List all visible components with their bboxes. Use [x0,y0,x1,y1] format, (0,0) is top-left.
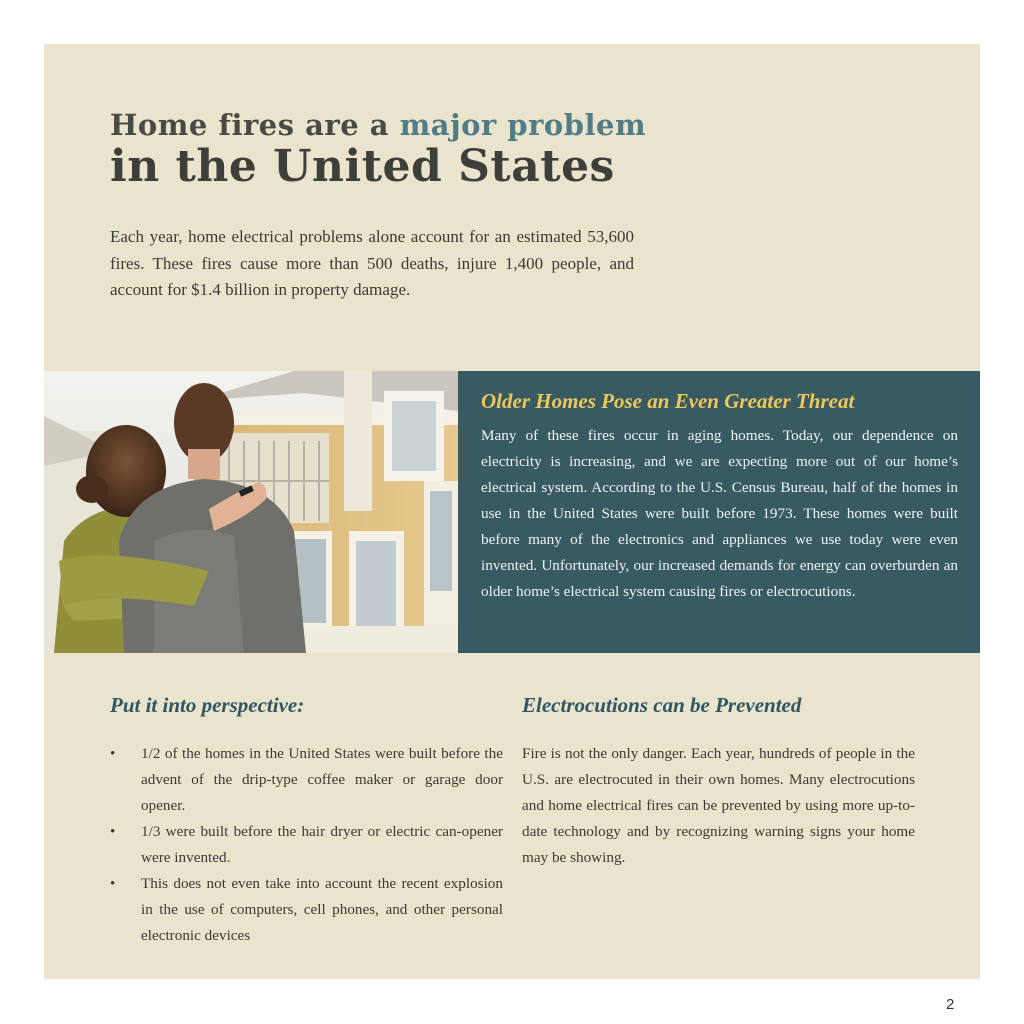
headline-line-1-start: Home fires are a [110,108,400,142]
older-homes-body: Many of these fires occur in aging homes. Today, our dependence on electricity is increasing, and we are expecting more out of our home’s electrical system. According to the U.S. Census Bureau, half of the homes in use in the United States were built before 1973. These homes were built before many of the electronics and appliances we use today were even invented. Unfortunately, our increased demands for energy can overburden an older home’s electrical system causing fires or electrocutions. [481,427,958,600]
older-homes-panel [458,371,980,653]
bullet-icon: • [110,745,116,762]
page-number: 2 [946,996,955,1013]
prevention-heading: Electrocutions can be Prevented [522,693,802,717]
list-item [110,871,503,949]
intro-paragraph: Each year, home electrical problems alone account for an estimated 53,600 fires. These fires cause more than 500 deaths, injure 1,400 people, and account for $1.4 billion in property damage. [110,227,634,299]
perspective-list [110,741,503,949]
perspective-heading: Put it into perspective: [110,693,305,717]
headline-line-2: in the United States [110,141,615,192]
bullet-icon: • [110,823,116,840]
headline-line-1 [110,108,750,142]
list-item-text: This does not even take into account the recent explosion in the use of computers, cell phones, and other personal electronic devices [141,875,503,944]
list-item [110,819,503,871]
list-item [110,741,503,819]
page-headline [110,108,750,192]
list-item-text: 1/3 were built before the hair dryer or electric can-opener were invented. [141,823,503,866]
headline-accent: major problem [399,108,647,142]
couple-looking-at-house-photo [44,371,458,653]
bullet-icon: • [110,875,116,892]
prevention-body: Fire is not the only danger. Each year, hundreds of people in the U.S. are electrocuted in their own homes. Many electrocutions and home electrical fires can be prevented by using more up-to-date technology and by recognizing warning signs your home may be showing. [522,745,915,866]
list-item-text: 1/2 of the homes in the United States were built before the advent of the drip-type coffee maker or garage door opener. [141,745,503,814]
older-homes-title: Older Homes Pose an Even Greater Threat [481,389,855,413]
